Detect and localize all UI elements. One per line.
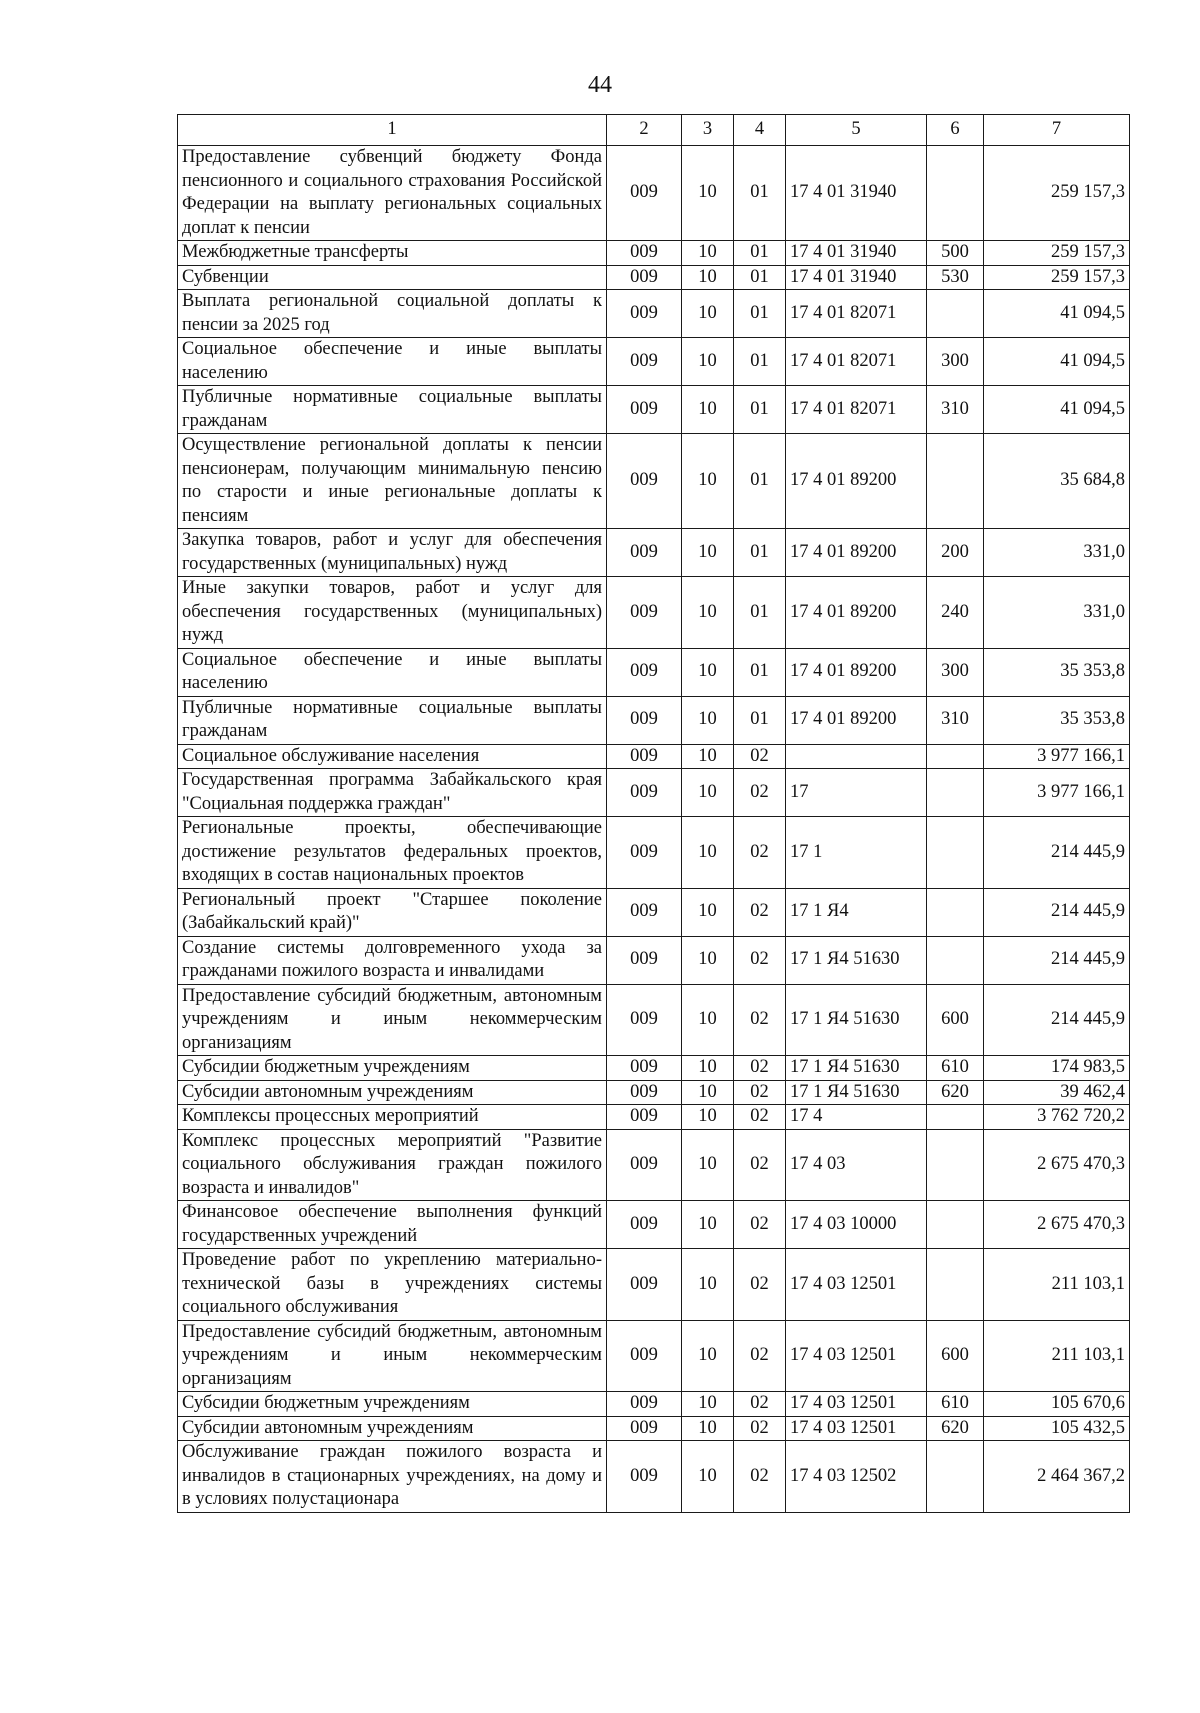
amount-cell: 259 157,3 <box>984 241 1130 266</box>
expense-type-cell: 600 <box>927 1320 984 1392</box>
header-cell: 2 <box>607 115 682 146</box>
subsection-cell: 02 <box>734 769 786 817</box>
target-item-cell: 17 4 <box>786 1105 927 1130</box>
amount-cell: 259 157,3 <box>984 146 1130 241</box>
target-item-cell: 17 4 01 82071 <box>786 290 927 338</box>
ministry-code-cell: 009 <box>607 1129 682 1201</box>
subsection-cell: 02 <box>734 1392 786 1417</box>
section-cell: 10 <box>682 1201 734 1249</box>
header-cell: 7 <box>984 115 1130 146</box>
target-item-cell: 17 1 Я4 51630 <box>786 1080 927 1105</box>
table-row <box>178 1416 1130 1441</box>
ministry-code-cell: 009 <box>607 386 682 434</box>
subsection-cell: 01 <box>734 577 786 649</box>
page-number: 44 <box>588 72 612 98</box>
expense-type-cell: 500 <box>927 241 984 266</box>
amount-cell: 41 094,5 <box>984 386 1130 434</box>
target-item-cell: 17 1 <box>786 817 927 889</box>
amount-cell: 331,0 <box>984 577 1130 649</box>
ministry-code-cell: 009 <box>607 290 682 338</box>
expense-type-cell <box>927 744 984 769</box>
row-name-cell: Публичные нормативные социальные выплаты гражданам <box>178 386 607 434</box>
section-cell: 10 <box>682 265 734 290</box>
table-row <box>178 984 1130 1056</box>
amount-cell: 214 445,9 <box>984 936 1130 984</box>
ministry-code-cell: 009 <box>607 1320 682 1392</box>
ministry-code-cell: 009 <box>607 1249 682 1321</box>
section-cell: 10 <box>682 290 734 338</box>
table-header-row <box>178 115 1130 146</box>
ministry-code-cell: 009 <box>607 1201 682 1249</box>
row-name-cell: Социальное обслуживание населения <box>178 744 607 769</box>
amount-cell: 211 103,1 <box>984 1249 1130 1321</box>
expense-type-cell: 610 <box>927 1392 984 1417</box>
amount-cell: 35 684,8 <box>984 434 1130 529</box>
section-cell: 10 <box>682 648 734 696</box>
target-item-cell: 17 1 Я4 <box>786 888 927 936</box>
amount-cell: 35 353,8 <box>984 696 1130 744</box>
amount-cell: 331,0 <box>984 529 1130 577</box>
row-name-cell: Субсидии бюджетным учреждениям <box>178 1056 607 1081</box>
table-row <box>178 769 1130 817</box>
ministry-code-cell: 009 <box>607 241 682 266</box>
subsection-cell: 02 <box>734 1441 786 1513</box>
target-item-cell: 17 4 01 89200 <box>786 434 927 529</box>
ministry-code-cell: 009 <box>607 1416 682 1441</box>
subsection-cell: 01 <box>734 696 786 744</box>
row-name-cell: Предоставление субсидий бюджетным, автономным учреждениям и иным некоммерческим организациям <box>178 984 607 1056</box>
expense-type-cell <box>927 1441 984 1513</box>
section-cell: 10 <box>682 241 734 266</box>
expense-type-cell: 600 <box>927 984 984 1056</box>
subsection-cell: 01 <box>734 290 786 338</box>
expense-type-cell: 620 <box>927 1416 984 1441</box>
subsection-cell: 01 <box>734 648 786 696</box>
ministry-code-cell: 009 <box>607 529 682 577</box>
table-row <box>178 1249 1130 1321</box>
subsection-cell: 02 <box>734 1129 786 1201</box>
section-cell: 10 <box>682 1056 734 1081</box>
row-name-cell: Выплата региональной социальной доплаты к пенсии за 2025 год <box>178 290 607 338</box>
section-cell: 10 <box>682 1249 734 1321</box>
subsection-cell: 01 <box>734 146 786 241</box>
ministry-code-cell: 009 <box>607 1441 682 1513</box>
target-item-cell: 17 1 Я4 51630 <box>786 936 927 984</box>
ministry-code-cell: 009 <box>607 744 682 769</box>
table-row <box>178 386 1130 434</box>
row-name-cell: Региональный проект "Старшее поколение (Забайкальский край)" <box>178 888 607 936</box>
ministry-code-cell: 009 <box>607 1392 682 1417</box>
subsection-cell: 02 <box>734 1105 786 1130</box>
row-name-cell: Проведение работ по укреплению материально-технической базы в учреждениях системы социального обслуживания <box>178 1249 607 1321</box>
row-name-cell: Субвенции <box>178 265 607 290</box>
section-cell: 10 <box>682 146 734 241</box>
table-row <box>178 241 1130 266</box>
subsection-cell: 01 <box>734 338 786 386</box>
table-row <box>178 338 1130 386</box>
table-row <box>178 146 1130 241</box>
expense-type-cell: 610 <box>927 1056 984 1081</box>
table-row <box>178 936 1130 984</box>
subsection-cell: 02 <box>734 1320 786 1392</box>
subsection-cell: 02 <box>734 1056 786 1081</box>
amount-cell: 2 675 470,3 <box>984 1129 1130 1201</box>
table-row <box>178 265 1130 290</box>
section-cell: 10 <box>682 817 734 889</box>
row-name-cell: Иные закупки товаров, работ и услуг для обеспечения государственных (муниципальных) нужд <box>178 577 607 649</box>
table-row <box>178 1320 1130 1392</box>
expense-type-cell: 200 <box>927 529 984 577</box>
row-name-cell: Социальное обеспечение и иные выплаты населению <box>178 648 607 696</box>
amount-cell: 214 445,9 <box>984 888 1130 936</box>
amount-cell: 3 977 166,1 <box>984 744 1130 769</box>
target-item-cell: 17 4 03 12502 <box>786 1441 927 1513</box>
table-row <box>178 290 1130 338</box>
target-item-cell: 17 4 01 89200 <box>786 648 927 696</box>
ministry-code-cell: 009 <box>607 1080 682 1105</box>
section-cell: 10 <box>682 1105 734 1130</box>
ministry-code-cell: 009 <box>607 1056 682 1081</box>
section-cell: 10 <box>682 1416 734 1441</box>
table-row <box>178 1080 1130 1105</box>
expense-type-cell: 300 <box>927 338 984 386</box>
row-name-cell: Предоставление субвенций бюджету Фонда пенсионного и социального страхования Российской Федерации на выплату региональных социальных доплат к пенсии <box>178 146 607 241</box>
amount-cell: 3 977 166,1 <box>984 769 1130 817</box>
amount-cell: 41 094,5 <box>984 338 1130 386</box>
row-name-cell: Региональные проекты, обеспечивающие достижение результатов федеральных проектов, входящих в состав национальных проектов <box>178 817 607 889</box>
table-row <box>178 817 1130 889</box>
expense-type-cell <box>927 817 984 889</box>
subsection-cell: 01 <box>734 241 786 266</box>
table-row <box>178 1441 1130 1513</box>
section-cell: 10 <box>682 577 734 649</box>
expense-type-cell <box>927 936 984 984</box>
expense-type-cell <box>927 290 984 338</box>
row-name-cell: Субсидии автономным учреждениям <box>178 1080 607 1105</box>
table-row <box>178 434 1130 529</box>
row-name-cell: Осуществление региональной доплаты к пенсии пенсионерам, получающим минимальную пенсию по старости и иные региональные доплаты к пенсиям <box>178 434 607 529</box>
amount-cell: 2 675 470,3 <box>984 1201 1130 1249</box>
table-row <box>178 1056 1130 1081</box>
ministry-code-cell: 009 <box>607 434 682 529</box>
target-item-cell: 17 4 01 82071 <box>786 338 927 386</box>
table-row <box>178 648 1130 696</box>
subsection-cell: 01 <box>734 265 786 290</box>
ministry-code-cell: 009 <box>607 1105 682 1130</box>
budget-table <box>177 114 1130 1513</box>
amount-cell: 214 445,9 <box>984 817 1130 889</box>
section-cell: 10 <box>682 1441 734 1513</box>
expense-type-cell <box>927 1105 984 1130</box>
expense-type-cell <box>927 1129 984 1201</box>
section-cell: 10 <box>682 1320 734 1392</box>
ministry-code-cell: 009 <box>607 936 682 984</box>
ministry-code-cell: 009 <box>607 984 682 1056</box>
expense-type-cell: 310 <box>927 696 984 744</box>
row-name-cell: Субсидии автономным учреждениям <box>178 1416 607 1441</box>
section-cell: 10 <box>682 529 734 577</box>
section-cell: 10 <box>682 1080 734 1105</box>
amount-cell: 41 094,5 <box>984 290 1130 338</box>
expense-type-cell <box>927 434 984 529</box>
header-cell: 4 <box>734 115 786 146</box>
target-item-cell: 17 4 01 82071 <box>786 386 927 434</box>
expense-type-cell <box>927 1201 984 1249</box>
target-item-cell: 17 4 03 12501 <box>786 1392 927 1417</box>
row-name-cell: Комплекс процессных мероприятий "Развитие социального обслуживания граждан пожилого возраста и инвалидов" <box>178 1129 607 1201</box>
expense-type-cell: 310 <box>927 386 984 434</box>
header-cell: 3 <box>682 115 734 146</box>
table-row <box>178 1129 1130 1201</box>
target-item-cell: 17 4 03 12501 <box>786 1249 927 1321</box>
expense-type-cell: 240 <box>927 577 984 649</box>
subsection-cell: 02 <box>734 1201 786 1249</box>
target-item-cell: 17 4 03 10000 <box>786 1201 927 1249</box>
row-name-cell: Субсидии бюджетным учреждениям <box>178 1392 607 1417</box>
section-cell: 10 <box>682 434 734 529</box>
ministry-code-cell: 009 <box>607 577 682 649</box>
subsection-cell: 02 <box>734 817 786 889</box>
ministry-code-cell: 009 <box>607 265 682 290</box>
ministry-code-cell: 009 <box>607 817 682 889</box>
subsection-cell: 02 <box>734 984 786 1056</box>
section-cell: 10 <box>682 984 734 1056</box>
amount-cell: 174 983,5 <box>984 1056 1130 1081</box>
row-name-cell: Закупка товаров, работ и услуг для обеспечения государственных (муниципальных) нужд <box>178 529 607 577</box>
ministry-code-cell: 009 <box>607 888 682 936</box>
section-cell: 10 <box>682 386 734 434</box>
header-cell: 1 <box>178 115 607 146</box>
target-item-cell: 17 4 01 89200 <box>786 577 927 649</box>
expense-type-cell: 530 <box>927 265 984 290</box>
expense-type-cell: 300 <box>927 648 984 696</box>
table-row <box>178 1392 1130 1417</box>
row-name-cell: Государственная программа Забайкальского края "Социальная поддержка граждан" <box>178 769 607 817</box>
table-row <box>178 1201 1130 1249</box>
subsection-cell: 01 <box>734 434 786 529</box>
target-item-cell: 17 <box>786 769 927 817</box>
subsection-cell: 01 <box>734 529 786 577</box>
amount-cell: 211 103,1 <box>984 1320 1130 1392</box>
target-item-cell <box>786 744 927 769</box>
amount-cell: 35 353,8 <box>984 648 1130 696</box>
target-item-cell: 17 4 01 31940 <box>786 146 927 241</box>
row-name-cell: Предоставление субсидий бюджетным, автономным учреждениям и иным некоммерческим организациям <box>178 1320 607 1392</box>
section-cell: 10 <box>682 888 734 936</box>
table-row <box>178 529 1130 577</box>
amount-cell: 3 762 720,2 <box>984 1105 1130 1130</box>
amount-cell: 105 432,5 <box>984 1416 1130 1441</box>
row-name-cell: Межбюджетные трансферты <box>178 241 607 266</box>
subsection-cell: 02 <box>734 1080 786 1105</box>
row-name-cell: Обслуживание граждан пожилого возраста и инвалидов в стационарных учреждениях, на дому и в условиях полустационара <box>178 1441 607 1513</box>
target-item-cell: 17 1 Я4 51630 <box>786 984 927 1056</box>
expense-type-cell <box>927 888 984 936</box>
subsection-cell: 02 <box>734 1416 786 1441</box>
section-cell: 10 <box>682 696 734 744</box>
section-cell: 10 <box>682 1129 734 1201</box>
expense-type-cell <box>927 1249 984 1321</box>
section-cell: 10 <box>682 936 734 984</box>
ministry-code-cell: 009 <box>607 769 682 817</box>
subsection-cell: 02 <box>734 744 786 769</box>
amount-cell: 2 464 367,2 <box>984 1441 1130 1513</box>
subsection-cell: 01 <box>734 386 786 434</box>
section-cell: 10 <box>682 1392 734 1417</box>
row-name-cell: Социальное обеспечение и иные выплаты населению <box>178 338 607 386</box>
expense-type-cell <box>927 146 984 241</box>
section-cell: 10 <box>682 769 734 817</box>
ministry-code-cell: 009 <box>607 146 682 241</box>
table-row <box>178 744 1130 769</box>
amount-cell: 39 462,4 <box>984 1080 1130 1105</box>
ministry-code-cell: 009 <box>607 648 682 696</box>
row-name-cell: Публичные нормативные социальные выплаты гражданам <box>178 696 607 744</box>
subsection-cell: 02 <box>734 936 786 984</box>
target-item-cell: 17 4 01 31940 <box>786 265 927 290</box>
target-item-cell: 17 4 03 <box>786 1129 927 1201</box>
row-name-cell: Финансовое обеспечение выполнения функций государственных учреждений <box>178 1201 607 1249</box>
ministry-code-cell: 009 <box>607 338 682 386</box>
table-body <box>178 115 1130 1513</box>
ministry-code-cell: 009 <box>607 696 682 744</box>
header-cell: 5 <box>786 115 927 146</box>
expense-type-cell <box>927 769 984 817</box>
section-cell: 10 <box>682 744 734 769</box>
target-item-cell: 17 4 03 12501 <box>786 1320 927 1392</box>
target-item-cell: 17 4 01 31940 <box>786 241 927 266</box>
expense-type-cell: 620 <box>927 1080 984 1105</box>
row-name-cell: Комплексы процессных мероприятий <box>178 1105 607 1130</box>
table-row <box>178 577 1130 649</box>
amount-cell: 214 445,9 <box>984 984 1130 1056</box>
table-row <box>178 888 1130 936</box>
subsection-cell: 02 <box>734 888 786 936</box>
header-cell: 6 <box>927 115 984 146</box>
subsection-cell: 02 <box>734 1249 786 1321</box>
target-item-cell: 17 4 01 89200 <box>786 696 927 744</box>
target-item-cell: 17 1 Я4 51630 <box>786 1056 927 1081</box>
amount-cell: 105 670,6 <box>984 1392 1130 1417</box>
section-cell: 10 <box>682 338 734 386</box>
table-row <box>178 696 1130 744</box>
target-item-cell: 17 4 01 89200 <box>786 529 927 577</box>
target-item-cell: 17 4 03 12501 <box>786 1416 927 1441</box>
amount-cell: 259 157,3 <box>984 265 1130 290</box>
row-name-cell: Создание системы долговременного ухода за гражданами пожилого возраста и инвалидами <box>178 936 607 984</box>
table-row <box>178 1105 1130 1130</box>
